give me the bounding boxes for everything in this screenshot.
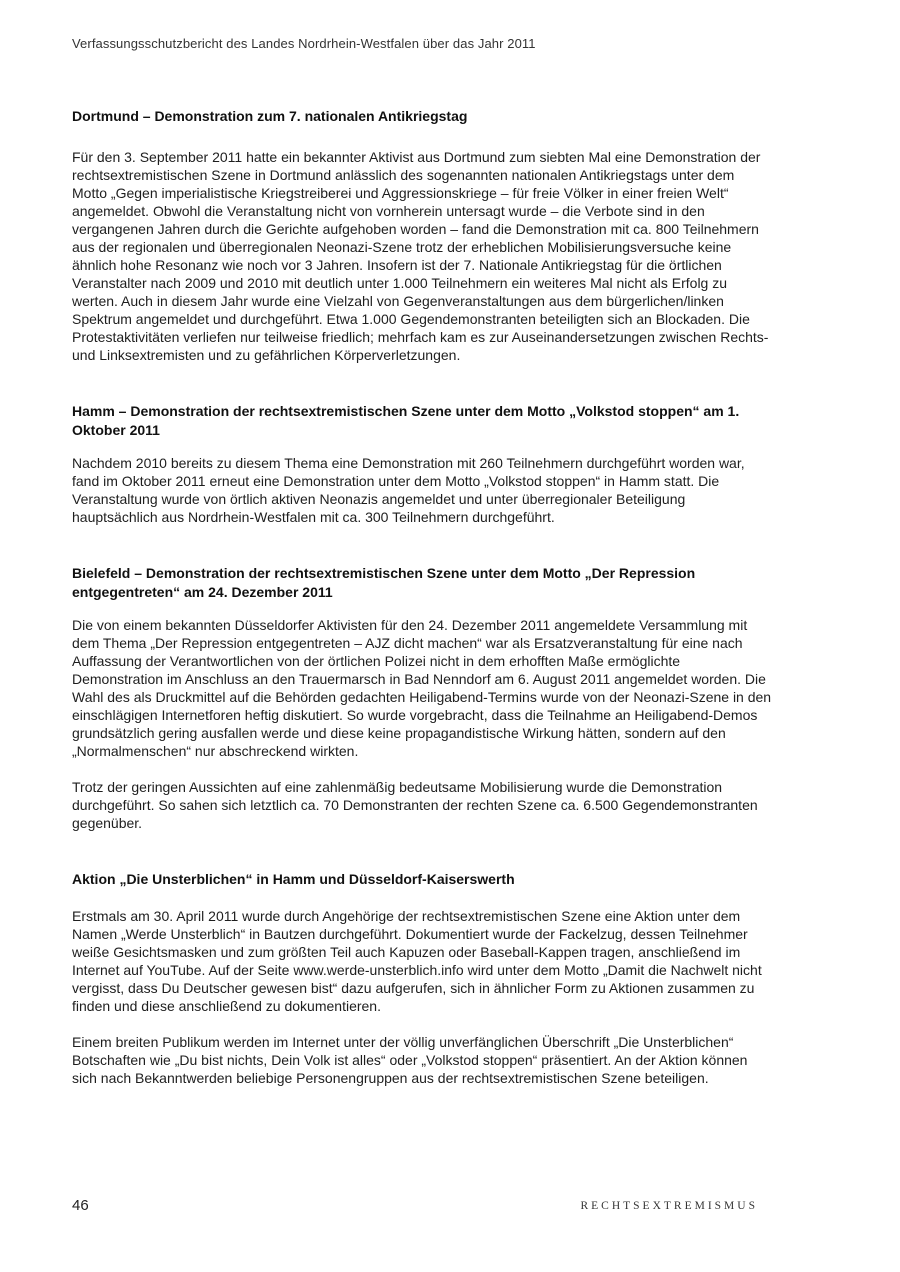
section-dortmund <box>72 107 772 364</box>
page-number: 46 <box>72 1197 89 1214</box>
paragraph: Trotz der geringen Aussichten auf eine zahlenmäßig bedeutsame Mobilisierung wurde die Demonstration durchgeführt. So sahen sich letztlich ca. 70 Demonstranten der rechten Szene ca. 6.500 Gegendemonstranten gegenüber. <box>72 779 758 831</box>
section-title: Bielefeld – Demonstration der rechtsextremistischen Szene unter dem Motto „Der Repression entgegentreten“ am 24. Dezember 2011 <box>72 565 696 600</box>
paragraph: Einem breiten Publikum werden im Internet unter der völlig unverfänglichen Überschrift „Die Unsterblichen“ Botschaften wie „Du bist nichts, Dein Volk ist alles“ oder „Volkstod stoppen“ präsentiert. An der Aktion können sich nach Bekanntwerden beliebige Personengruppen aus der rechtsextremistischen Szene beteiligen. <box>72 1034 748 1086</box>
document-body <box>72 107 772 1087</box>
paragraph: Für den 3. September 2011 hatte ein bekannter Aktivist aus Dortmund zum siebten Mal eine Demonstration der rechtsextremistischen Szene in Dortmund anlässlich des sogenannten nationalen Antikriegstags unter dem Motto „Gegen imperialistische Kriegstreiberei und Aggressionskriege – für freie Völker in einer freien Welt“ angemeldet. Obwohl die Veranstaltung nicht von vornherein untersagt wurde – die Verbote sind in den vergangenen Jahren durch die Gerichte aufgehoben worden – fand die Demonstration mit ca. 800 Teilnehmern aus der regionalen und überregionalen Neonazi-Szene trotz der erheblichen Mobilisierungsversuche keine ähnlich hohe Resonanz wie noch vor 3 Jahren. Insofern ist der 7. Nationale Antikriegstag für die örtlichen Veranstalter nach 2009 und 2010 mit deutlich unter 1.000 Teilnehmern ein weiteres Mal nicht als Erfolg zu werten. Auch in diesem Jahr wurde eine Vielzahl von Gegenveranstaltungen aus dem bürgerlichen/linken Spektrum angemeldet und durchgeführt. Etwa 1.000 Gegendemonstranten beteiligten sich an Blockaden. Die Protestaktivitäten verliefen nur teilweise friedlich; mehrfach kam es zur Auseinandersetzungen zwischen Rechts- und Linksextremisten und zu gefährlichen Körperverletzungen. <box>72 149 769 363</box>
section-title: Aktion „Die Unsterblichen“ in Hamm und Düsseldorf-Kaiserswerth <box>72 871 515 887</box>
running-header: Verfassungsschutzbericht des Landes Nordrhein-Westfalen über das Jahr 2011 <box>72 36 536 51</box>
footer-label: RECHTSEXTREMISMUS <box>580 1200 758 1212</box>
section-title: Hamm – Demonstration der rechtsextremistischen Szene unter dem Motto „Volkstod stoppen“ am 1. Oktober 2011 <box>72 403 740 438</box>
paragraph: Erstmals am 30. April 2011 wurde durch Angehörige der rechtsextremistischen Szene eine Aktion unter dem Namen „Werde Unsterblich“ in Bautzen durchgeführt. Dokumentiert wurde der Fackelzug, dessen Teilnehmer weiße Gesichtsmasken und zum größten Teil auch Kapuzen oder Baseball-Kappen tragen, anschließend im Internet auf YouTube. Auf der Seite www.werde-unsterblich.info wird unter dem Motto „Damit die Nachwelt nicht vergisst, dass Du Deutscher gewesen bist“ dazu aufgerufen, sich in ähnlicher Form zu Aktionen zusammen zu finden und diese anschließend zu dokumentieren. <box>72 908 762 1014</box>
section-bielefeld <box>72 564 772 832</box>
section-unsterblichen <box>72 870 772 1087</box>
paragraph: Die von einem bekannten Düsseldorfer Aktivisten für den 24. Dezember 2011 angemeldete Versammlung mit dem Thema „Der Repression entgegentreten – AJZ dicht machen“ war als Ersatzveranstaltung für eine nach Auffassung der Verantwortlichen von der örtlichen Polizei nicht in dem erhofften Maße ermöglichte Demonstration im Anschluss an den Trauermarsch in Bad Nenndorf am 6. August 2011 angemeldet worden. Die Wahl des als Druckmittel auf die Behörden gedachten Heiligabend-Termins wurde von der Neonazi-Szene in den einschlägigen Internetforen heftig diskutiert. So wurde vorgebracht, dass die Teilnahme an Heiligabend-Demos grundsätzlich gering ausfallen werde und diese keine propagandistische Wirkung hätten, sondern auf den „Normalmenschen“ nur abschreckend wirkten. <box>72 617 772 759</box>
section-hamm <box>72 402 772 526</box>
paragraph: Nachdem 2010 bereits zu diesem Thema eine Demonstration mit 260 Teilnehmern durchgeführt worden war, fand im Oktober 2011 erneut eine Demonstration unter dem Motto „Volkstod stoppen“ in Hamm statt. Die Veranstaltung wurde von örtlich aktiven Neonazis angemeldet und unter überregionaler Beteiligung hauptsächlich aus Nordrhein-Westfalen mit ca. 300 Teilnehmern durchgeführt. <box>72 455 745 525</box>
section-title: Dortmund – Demonstration zum 7. nationalen Antikriegstag <box>72 108 468 124</box>
